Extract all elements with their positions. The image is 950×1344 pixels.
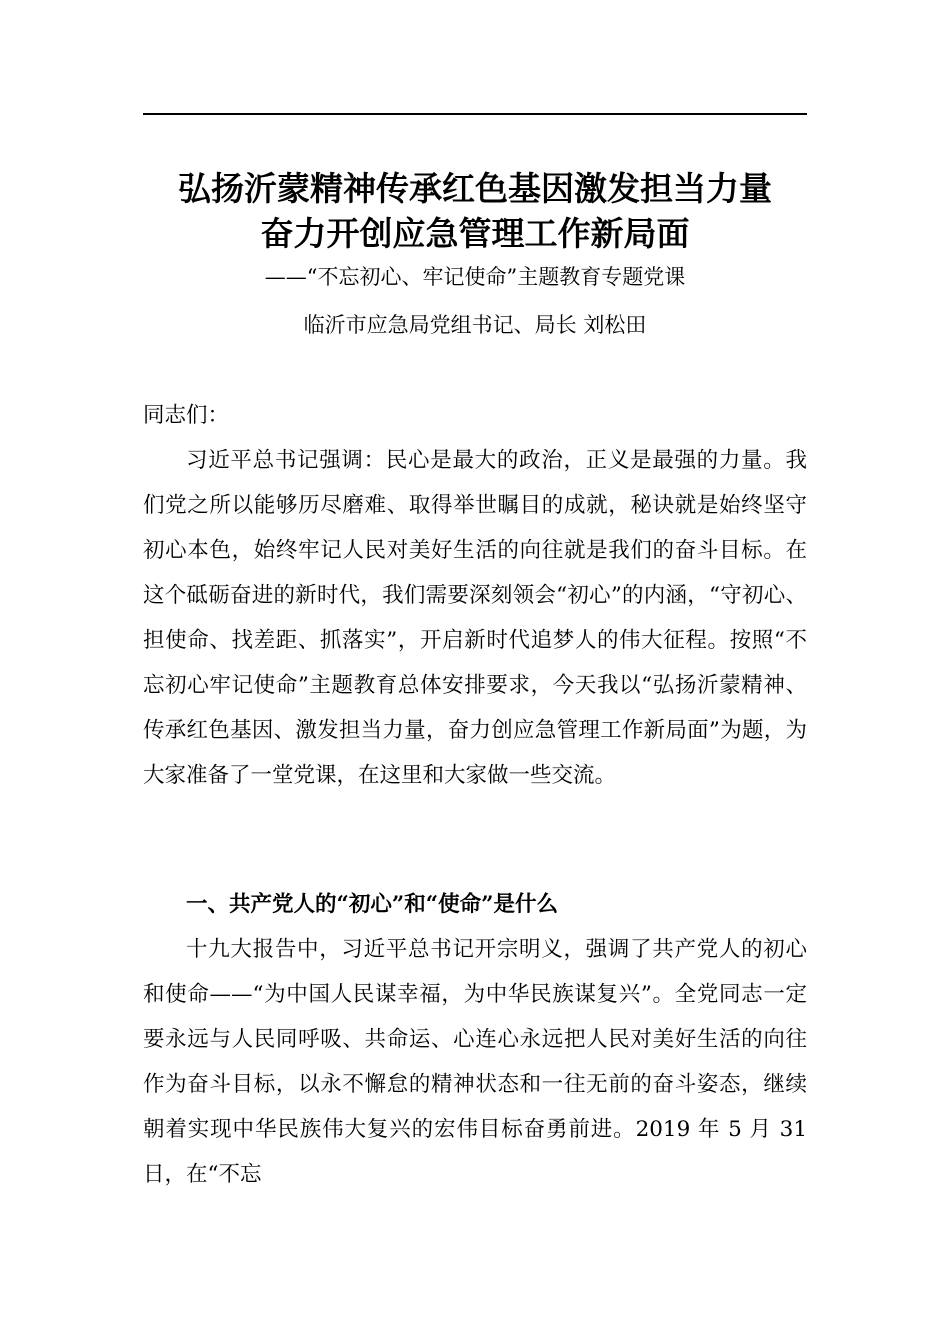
document-subtitle: ——“不忘初心、牢记使命”主题教育专题党课: [264, 265, 686, 289]
section-heading-1: 一、共产党人的“初心”和“使命”是什么: [186, 892, 558, 917]
paragraph-2: 十九大报告中，习近平总书记开宗明义，强调了共产党人的初心和使命——“为中国人民谋幸福，为中华民族谋复兴”。全党同志一定要永远与人民同呼吸、共命运、心连心永远把人民对美好生活的向往作为奋斗目标，以永不懈怠的精神状态和一往无前的奋斗姿态，继续朝着实现中华民族伟大复兴的宏伟目标奋勇前进。2019 年 5 月 31 日，在“不忘: [143, 937, 807, 1187]
salutation: 同志们：: [143, 403, 230, 428]
document-title-line1: 弘扬沂蒙精神传承红色基因激发担当力量: [178, 169, 772, 208]
document-title-line2: 奋力开创应急管理工作新局面: [260, 214, 690, 253]
document-author: 临沂市应急局党组书记、局长 刘松田: [303, 313, 647, 337]
top-divider: [143, 113, 807, 115]
paragraph-1: 习近平总书记强调：民心是最大的政治，正义是最强的力量。我们党之所以能够历尽磨难、取得举世瞩目的成就，秘诀就是始终坚守初心本色，始终牢记人民对美好生活的向往就是我们的奋斗目标。在这个砥砺奋进的新时代，我们需要深刻领会“初心”的内涵，“守初心、担使命、找差距、抓落实”，开启新时代追梦人的伟大征程。按照“不忘初心牢记使命”主题教育总体安排要求，今天我以“弘扬沂蒙精神、传承红色基因、激发担当力量，奋力创应急管理工作新局面”为题，为大家准备了一堂党课，在这里和大家做一些交流。: [143, 448, 807, 788]
